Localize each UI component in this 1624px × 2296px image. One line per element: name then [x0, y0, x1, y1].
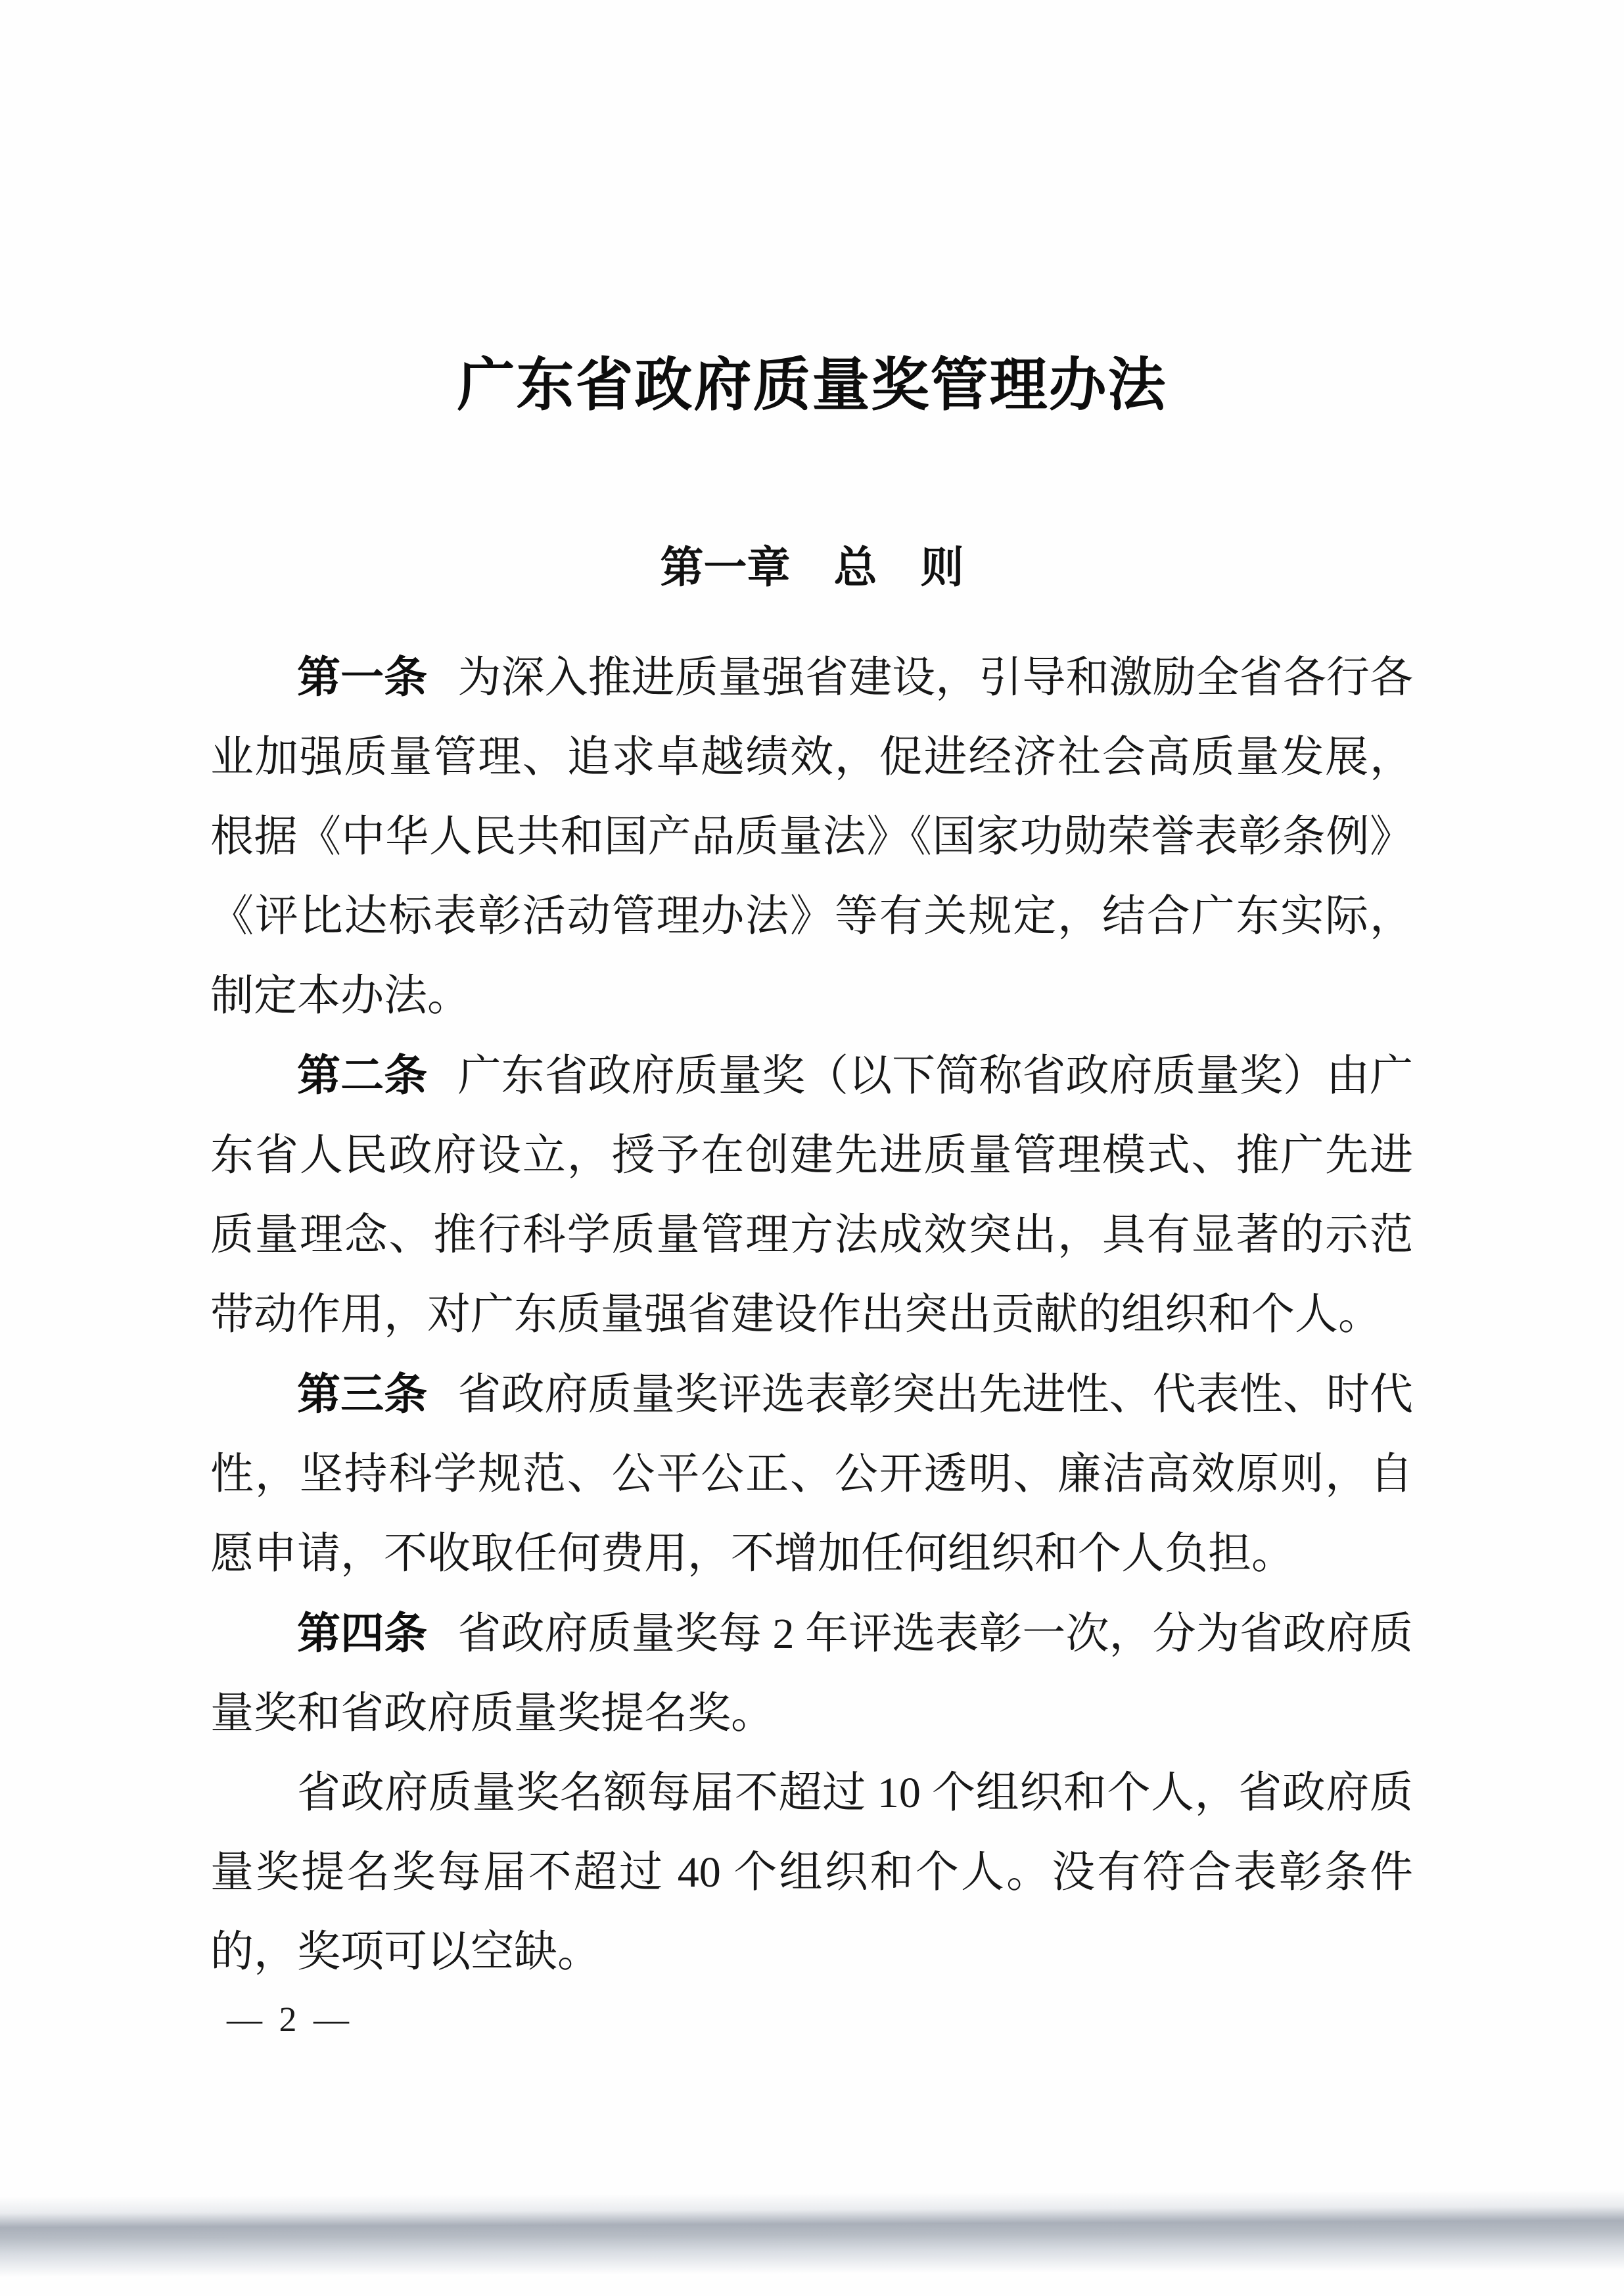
article-paragraph — [210, 1753, 1413, 1992]
article-number: 第三条 — [297, 1369, 428, 1418]
article-paragraph — [210, 637, 1413, 1036]
article-paragraph — [210, 1354, 1413, 1594]
chapter-heading: 第一章 总 则 — [660, 543, 964, 591]
article-text: 省政府质量奖评选表彰突出先进性、代表性、时代性，坚持科学规范、公平公正、公开透明、廉洁高效原则，自愿申请，不收取任何费用，不增加任何组织和个人负担。 — [210, 1371, 1414, 1578]
article-text: 广东省政府质量奖（以下简称省政府质量奖）由广东省人民政府设立，授予在创建先进质量管理模式、推广先进质量理念、推行科学质量管理方法成效突出，具有显著的示范带动作用，对广东质量强省建设作出突出贡献的组织和个人。 — [210, 1052, 1414, 1339]
article-number: 第二条 — [297, 1051, 428, 1099]
article-text: 为深入推进质量强省建设，引导和激励全省各行各业加强质量管理、追求卓越绩效，促进经济社会高质量发展，根据《中华人民共和国产品质量法》《国家功勋荣誉表彰条例》《评比达标表彰活动管理办法》等有关规定，结合广东实际，制定本办法。 — [210, 654, 1414, 1020]
article-text: 省政府质量奖每 2 年评选表彰一次，分为省政府质量奖和省政府质量奖提名奖。 — [210, 1610, 1414, 1737]
article-paragraph — [210, 1036, 1413, 1354]
scan-edge-shadow — [0, 2190, 1624, 2277]
article-number: 第四条 — [297, 1609, 428, 1657]
document-body — [210, 637, 1413, 1992]
article-paragraph — [210, 1594, 1413, 1753]
document-title: 广东省政府质量奖管理办法 — [457, 354, 1167, 418]
page-number: — 2 — — [227, 2000, 353, 2039]
article-number: 第一条 — [297, 653, 428, 701]
article-text: 省政府质量奖名额每届不超过 10 个组织和个人，省政府质量奖提名奖每届不超过 40 个组织和个人。没有符合表彰条件的，奖项可以空缺。 — [210, 1769, 1413, 1976]
